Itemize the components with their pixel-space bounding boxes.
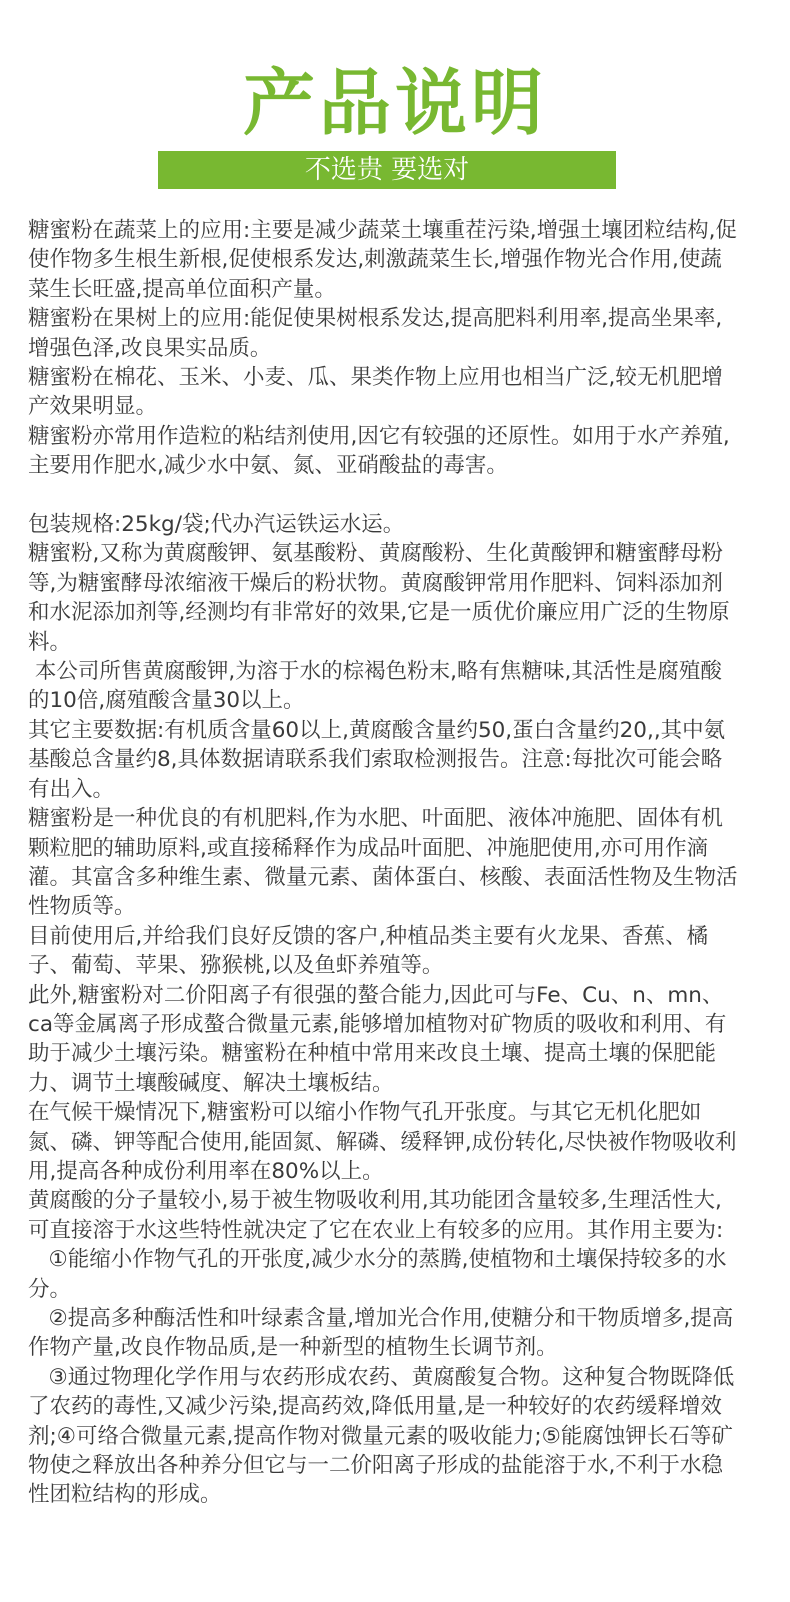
effect-item-1: ①能缩小作物气孔的开张度,减少水分的蒸腾,使植物和土壤保持较多的水分。 — [28, 1247, 727, 1302]
paragraph-main-data: 其它主要数据:有机质含量60以上,黄腐酸含量约50,蛋白含量约20,,其中氨基酸总含量约8,具体数据请联系我们索取检测报告。注意:每批次可能会略有出入。 — [28, 717, 726, 802]
effect-item-2: ②提高多种酶活性和叶绿素含量,增加光合作用,使糖分和干物质增多,提高作物产量,改良作物品质,是一种新型的植物生长调节剂。 — [28, 1306, 734, 1361]
paragraph-spacer — [28, 481, 740, 510]
paragraph-fulvic-acid: 黄腐酸的分子量较小,易于被生物吸收利用,其功能团含量较多,生理活性大,可直接溶于水这些特性就决定了它在农业上有较多的应用。其作用主要为: — [28, 1188, 724, 1243]
paragraph-packaging: 包装规格:25kg/袋;代办汽运铁运水运。 — [28, 512, 405, 538]
effect-item-3: ③通过物理化学作用与农药形成农药、黄腐酸复合物。这种复合物既降低了农药的毒性,又减少污染,提高药效,降低用量,是一种较好的农药缓释增效剂;④可络合微量元素,提高作物对微量元素的吸收能力;⑤能腐蚀钾长石等矿物使之释放出各种养分但它与一二价阳离子形成的盐能溶于水,不利于水稳性团粒结构的形成。 — [28, 1364, 735, 1508]
slogan-banner: 不选贵 要选对 — [158, 151, 616, 189]
paragraph-company-product: 本公司所售黄腐酸钾,为溶于水的棕褐色粉末,略有焦糖味,其活性是腐殖酸的10倍,腐殖酸含量30以上。 — [28, 659, 722, 714]
paragraph-customers: 目前使用后,并给我们良好反馈的客户,种植品类主要有火龙果、香蕉、橘子、葡萄、苹果、猕猴桃,以及鱼虾养殖等。 — [28, 923, 709, 979]
paragraph-fruit-tree-use: 糖蜜粉在果树上的应用:能促使果树根系发达,提高肥料利用率,提高坐果率,增强色泽,改良果实品质。 — [28, 306, 723, 361]
paragraph-definition: 糖蜜粉,又称为黄腐酸钾、氨基酸粉、黄腐酸粉、生化黄酸钾和糖蜜酵母粉等,为糖蜜酵母浓缩液干燥后的粉状物。黄腐酸钾常用作肥料、饲料添加剂和水泥添加剂等,经测均有非常好的效果,它是一质优价廉应用广泛的生物原料。 — [28, 541, 730, 655]
page-title: 产品说明 — [242, 61, 547, 145]
paragraph-crop-use: 糖蜜粉在棉花、玉米、小麦、瓜、果类作物上应用也相当广泛,较无机肥增产效果明显。 — [28, 365, 723, 420]
paragraph-organic-fertilizer: 糖蜜粉是一种优良的有机肥料,作为水肥、叶面肥、液体冲施肥、固体有机颗粒肥的辅助原料,或直接稀释作为成品叶面肥、冲施肥使用,亦可用作滴灌。其富含多种维生素、微量元素、菌体蛋白、核酸、表面活性物及生物活性物质等。 — [28, 806, 738, 920]
paragraph-binder-use: 糖蜜粉亦常用作造粒的粘结剂使用,因它有较强的还原性。如用于水产养殖,主要用作肥水,减少水中氨、氮、亚硝酸盐的毒害。 — [28, 423, 730, 479]
paragraph-chelation: 此外,糖蜜粉对二价阳离子有很强的螯合能力,因此可与Fe、Cu、n、mn、ca等金属离子形成螯合微量元素,能够增加植物对矿物质的吸收和利用、有助于减少土壤污染。糖蜜粉在种植中常用来改良土壤、提高土壤的保肥能力、调节土壤酸碱度、解决土壤板结。 — [28, 982, 727, 1096]
paragraph-vegetable-use: 糖蜜粉在蔬菜上的应用:主要是减少蔬菜土壤重茬污染,增强土壤团粒结构,促使作物多生根生新根,促使根系发达,刺激蔬菜生长,增强作物光合作用,使蔬菜生长旺盛,提高单位面积产量。 — [28, 218, 737, 302]
paragraph-drought: 在气候干燥情况下,糖蜜粉可以缩小作物气孔开张度。与其它无机化肥如氮、磷、钾等配合使用,能固氮、解磷、缓释钾,成份转化,尽快被作物吸收利用,提高各种成份利用率在80%以上。 — [28, 1100, 737, 1184]
product-description — [28, 216, 740, 1510]
